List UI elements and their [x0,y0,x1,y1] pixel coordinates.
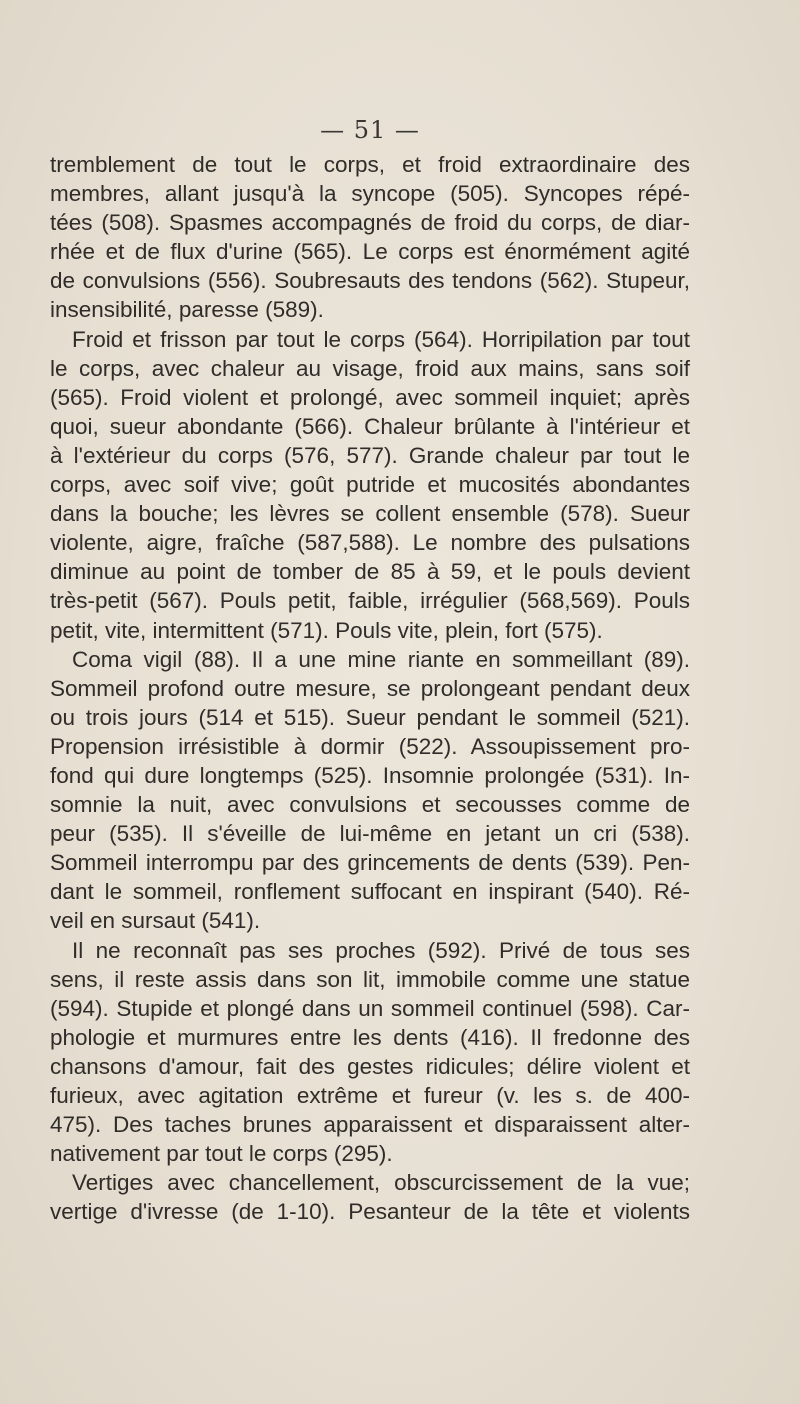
text-line: Sommeil interrompu par des grincements de dents (539). Pen- [50,850,690,876]
text-line: furieux, avec agitation extrême et fureur (v. les s. de 400- [50,1083,690,1108]
text-line: Sommeil profond outre mesure, se prolongeant pendant deux [50,675,690,701]
text-line: corps, avec soif vive; goût putride et mucosités abondantes [50,472,690,498]
text-line: vertige d'ivresse (de 1-10). Pesanteur de la tête et violents [50,1199,690,1225]
page-number: — 51 — [320,116,420,144]
text-line: chansons d'amour, fait des gestes ridicules; délire violent et [50,1053,690,1079]
text-line: rhée et de flux d'urine (565). Le corps est énormément agité [50,239,690,265]
paragraph-2 [50,325,690,645]
text-line: membres, allant jusqu'à la syncope (505). Syncopes répé- [50,181,690,207]
text-line: Il ne reconnaît pas ses proches (592). Privé de tous ses [72,937,690,963]
text-line: à l'extérieur du corps (576, 577). Grande chaleur par tout le [50,442,690,468]
text-line: petit, vite, intermittent (571). Pouls vite, plein, fort (575). [50,617,603,643]
text-line: très-petit (567). Pouls petit, faible, irrégulier (568,569). Pouls [50,588,690,614]
text-line: quoi, sueur abondante (566). Chaleur brûlante à l'intérieur et [50,413,690,439]
text-line: Froid et frisson par tout le corps (564). Horripilation par tout [72,326,690,352]
paragraph-4 [50,936,690,1169]
paragraph-3 [50,645,690,936]
text-line: le corps, avec chaleur au visage, froid aux mains, sans soif [50,355,690,381]
text-line: diminue au point de tomber de 85 à 59, et le pouls devient [50,559,690,585]
text-line: Coma vigil (88). Il a une mine riante en sommeillant (89). [72,646,690,672]
text-line: sens, il reste assis dans son lit, immobile comme une statue [50,966,690,992]
page-body [50,150,690,1226]
text-line: Vertiges avec chancellement, obscurcissement de la vue; [72,1170,690,1196]
text-line: dant le sommeil, ronflement suffocant en inspirant (540). Ré- [50,879,690,905]
text-line: fond qui dure longtemps (525). Insomnie prolongée (531). In- [50,762,690,788]
text-line: tremblement de tout le corps, et froid extraordinaire des [50,152,690,177]
text-line: violente, aigre, fraîche (587,588). Le nombre des pulsations [50,530,690,556]
text-line: de convulsions (556). Soubresauts des tendons (562). Stupeur, [50,268,690,294]
text-line: peur (535). Il s'éveille de lui-même en jetant un cri (538). [50,821,690,847]
text-line: dans la bouche; les lèvres se collent ensemble (578). Sueur [50,501,690,527]
text-line: 475). Des taches brunes apparaissent et disparaissent alter- [50,1112,690,1138]
text-line: veil en sursaut (541). [50,908,261,934]
text-line: nativement par tout le corps (295). [50,1141,393,1167]
text-line: tées (508). Spasmes accompagnés de froid du corps, de diar- [50,210,690,236]
paragraph-1 [50,150,690,325]
text-line: (594). Stupide et plongé dans un sommeil continuel (598). Car- [50,995,690,1021]
text-line: Propension irrésistible à dormir (522). Assoupissement pro- [50,733,690,759]
text-line: ou trois jours (514 et 515). Sueur pendant le sommeil (521). [50,704,690,730]
text-line: insensibilité, paresse (589). [50,297,324,323]
text-line: (565). Froid violent et prolongé, avec sommeil inquiet; après [50,384,690,410]
text-line: somnie la nuit, avec convulsions et secousses comme de [50,792,690,818]
paragraph-5 [50,1168,690,1226]
text-line: phologie et murmures entre les dents (416). Il fredonne des [50,1024,690,1050]
